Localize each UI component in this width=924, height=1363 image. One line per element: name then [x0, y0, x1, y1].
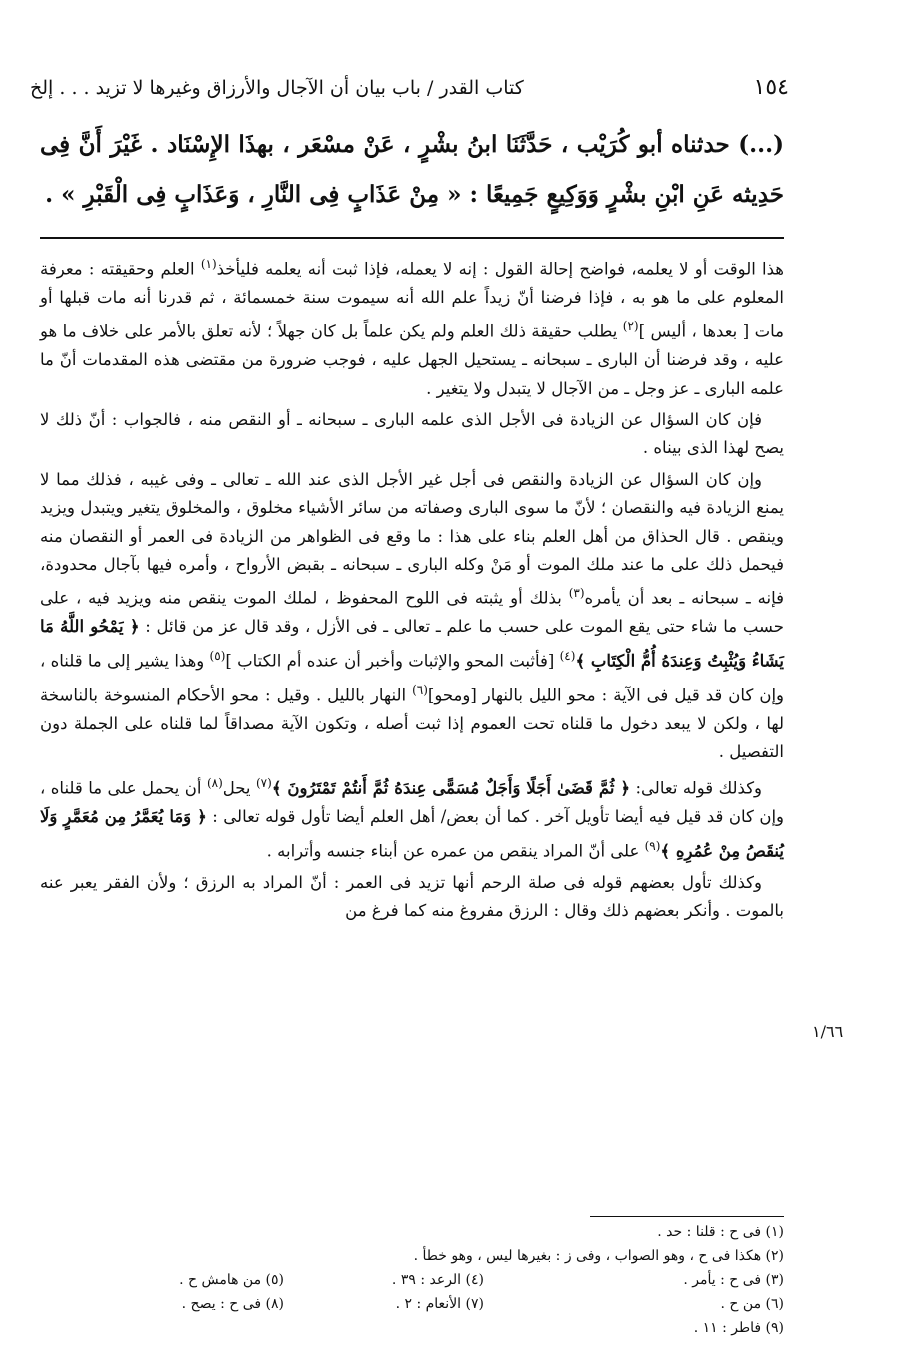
footnote-ref: (٨) — [206, 776, 223, 791]
commentary-paragraph: وكذلك قوله تعالى: ﴿ ثُمَّ قَضَىٰ أَجَلًا وَأَجَلٌ مُسَمًّى عِندَهُ ثُمَّ أَنتُمْ تَمْتَرُونَ ﴾$^{(٧)}$ يحل$^{(٨)}$ أن يحمل على ما قلناه ، وإن كان قد قيل فيه أيضا تأويل آخر . كما أن بعض/ أهل العلم أيضا تأول قوله تعالى : ﴿ وَمَا يُعَمَّرُ مِن مُعَمَّرٍ وَلَا يُنقَصُ مِنْ عُمُرِهِ ﴾$^{(٩)}$ على أنّ المراد ينقص من عمره عن أبناء جنسه وأترابه . — [40, 776, 784, 861]
footnote-row — [40, 1244, 784, 1268]
manuscript-folio-note: ١/٦٦ — [812, 1022, 844, 1041]
running-title: كتاب القدر / باب بيان أن الآجال والأرزاق وغيرها لا تزيد . . . إلخ — [30, 77, 524, 99]
footnote: (٦) من ح . — [720, 1296, 784, 1312]
footnote: (٥) من هامش ح . — [179, 1272, 284, 1288]
footnote: (١) فى ح : قلنا : حد . — [657, 1224, 784, 1240]
footnote-ref: (٩) — [644, 838, 661, 853]
footnote-ref: (٢) — [622, 319, 639, 334]
footnote-row — [40, 1220, 784, 1244]
footnote: (٨) فى ح : يصح . — [181, 1296, 284, 1312]
footnote-ref: (٤) — [559, 648, 576, 663]
quran-verse: ﴿ ثُمَّ قَضَىٰ أَجَلًا وَأَجَلٌ مُسَمًّى عِندَهُ ثُمَّ أَنتُمْ تَمْتَرُونَ ﴾ — [271, 778, 631, 798]
commentary-paragraph: فإن كان السؤال عن الزيادة فى الأجل الذى علمه البارى ـ سبحانه ـ أو النقص منه ، فالجواب : أنّ ذلك لا يصح لهذا الذى بيناه . — [40, 410, 784, 458]
footnote-ref: (٧) — [255, 776, 272, 791]
commentary-paragraph: وكذلك تأول بعضهم قوله فى صلة الرحم أنها تزيد فى العمر : أنّ المراد به الرزق ؛ ولأن الفقر يعبر عنه بالموت . وأنكر بعضهم ذلك وقال : الرزق مفروغ منه كما فرغ من — [40, 872, 784, 921]
footnote: (٤) الرعد : ٣٩ . — [391, 1272, 484, 1288]
page-number: ١٥٤ — [753, 75, 789, 100]
quran-verse: ﴿ يَمْحُو اللَّهُ مَا يَشَاءُ وَيُثْبِتُ وَعِندَهُ أُمُّ الْكِتَابِ ﴾ — [40, 617, 784, 671]
separator-rule — [40, 237, 784, 239]
footnote-ref: (٥) — [209, 648, 226, 663]
footnote-row — [40, 1268, 784, 1292]
footnote-row — [40, 1316, 784, 1340]
footnote-row — [40, 1292, 784, 1316]
quran-verse: ﴿ وَمَا يُعَمَّرُ مِن مُعَمَّرٍ وَلَا يُنقَصُ مِنْ عُمُرِهِ ﴾ — [40, 807, 784, 861]
footnote-ref: (٣) — [568, 586, 585, 601]
hadith-text: (...) حدثناه أبو كُرَيْب ، حَدَّثَنَا ابنُ بشْرٍ ، عَنْ مسْعَر ، بهذَا الإِسْنَاد . غَيْرَ أَنَّ فِى حَدِيثه عَنِ ابْنِ بشْرٍ وَوَكِيعٍ جَمِيعًا : « مِنْ عَذَابٍ فِى النَّارِ ، وَعَذَابٍ فِى الْقَبْرِ » . — [40, 131, 784, 208]
commentary-paragraph: هذا الوقت أو لا يعلمه، فواضح إحالة القول : إنه لا يعمله، فإذا ثبت أنه يعلمه فليأخذ$^{(١)}$ العلم وحقيقته : معرفة المعلوم على ما هو به ، فإذا فرضنا أنّ زيداً علم الله أنه سيموت سنة خمسمائة ، ثم قدرنا أنه مات قبلها أو مات [ بعدها ، أليس ]$^{(٢)}$ يطلب حقيقة ذلك العلم ولم يكن علماً بل كان جهلاً ؛ لأنه تعلق بالأمر على خلاف ما هو عليه ، وقد فرضنا أن البارى ـ سبحانه ـ يستحيل الجهل عليه ، فوجب ضرورة من مقتضى هذه المقدمات أنّ ما علمه البارى ـ عز وجل ـ من الآجال لا يتبدل ولا يتغير . — [40, 257, 784, 398]
footnote: (٩) فاطر : ١١ . — [693, 1320, 784, 1336]
footnotes — [40, 1220, 784, 1340]
footnote-rule — [590, 1216, 784, 1217]
footnote-ref: (٦) — [412, 682, 428, 697]
commentary-paragraph: وإن كان السؤال عن الزيادة والنقص فى أجل غير الأجل الذى عند الله ـ تعالى ـ وفى غيبه ، فذلك مما لا يمنع الزيادة فيه والنقصان ؛ لأنّ ما سوى البارى وصفاته من سائر الأشياء مخلوق ، والمخلوق يتغير ويتبدل ويزيد وينقص . قال الحذاق من أهل العلم بناء على هذا : ما وقع فى الظواهر من الزيادة فى العمر أو النقصان منه فيحمل ذلك على ما عند ملك الموت أو مَنْ وكله البارى ـ سبحانه ـ بقبض الأرواح ، وأمره فيها بآجال محدودة، فإنه ـ سبحانه ـ بعد أن يأمره$^{(٣)}$ بذلك أو يثبته فى اللوح المحفوظ ، لملك الموت ينقص منه ويزيد فيه ، على حسب ما شاء حتى يقع الموت على حسب ما علم ـ تعالى ـ فى الأزل ، وقد قال عز من قائل : ﴿ يَمْحُو اللَّهُ مَا يَشَاءُ وَيُثْبِتُ وَعِندَهُ أُمُّ الْكِتَابِ ﴾$^{(٤)}$ [فأثبت المحو والإثبات وأخبر أن عنده أم الكتاب ]$^{(٥)}$ وهذا يشير إلى ما قلناه ، وإن كان قد قيل فى الآية : محو الليل بالنهار [ومحو]$^{(٦)}$ النهار بالليل . وقيل : محو الأحكام المنسوخة بالناسخة لها ، ولكن لا يبعد دخول ما قلناه تحت العموم إذا ثبت أصله ، وتكون الآية مصداقاً لما قلناه على الجملة دون التفصيل . — [40, 469, 784, 761]
running-header — [30, 70, 789, 106]
footnote: (٣) فى ح : يأمر . — [683, 1272, 784, 1288]
commentary-body — [40, 250, 784, 925]
footnote-ref: (١) — [200, 257, 217, 271]
footnote: (٢) هكذا فى ح ، وهو الصواب ، وفى ز : بغيرها ليس ، وهو خطأ . — [413, 1248, 784, 1264]
footnote: (٧) الأنعام : ٢ . — [395, 1296, 484, 1312]
